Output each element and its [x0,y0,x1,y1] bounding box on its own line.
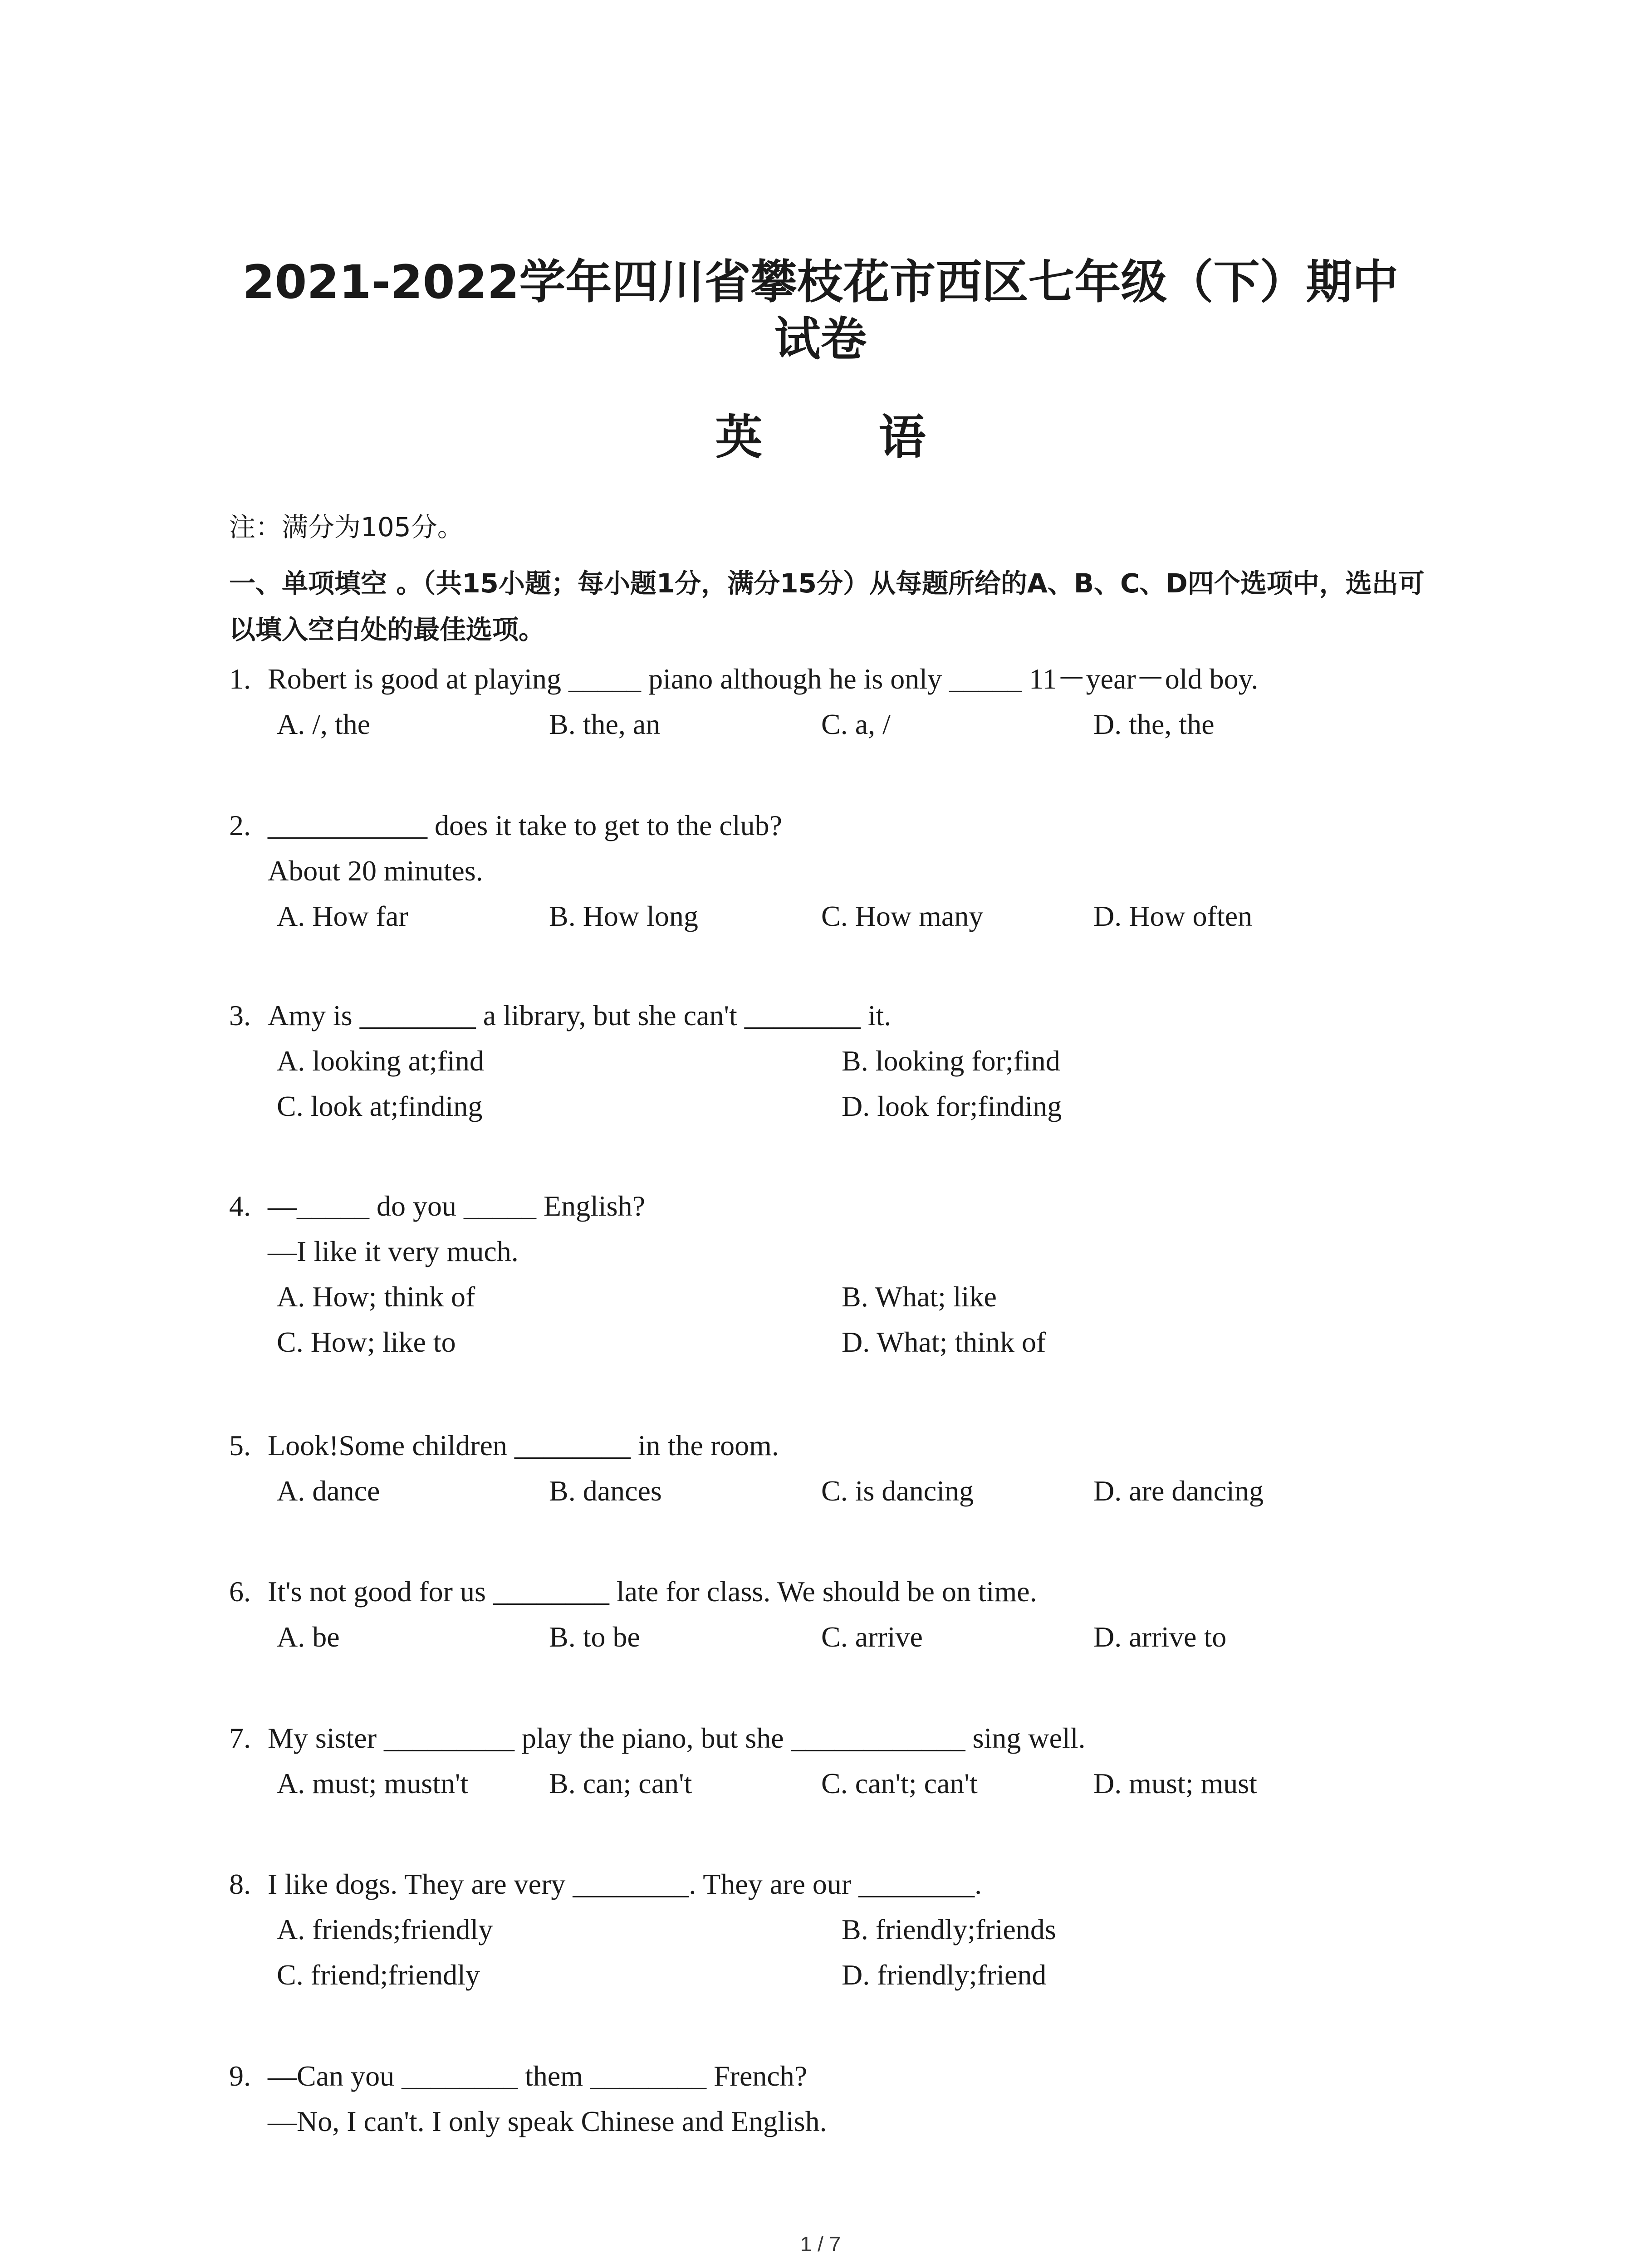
option-c[interactable]: C. a, / [821,708,891,740]
option-c[interactable]: C. How; like to [277,1326,456,1358]
question-stem: Amy is ________ a library, but she can't ________ it. [268,999,892,1031]
option-b[interactable]: B. dances [549,1475,662,1507]
option-a[interactable]: A. How; think of [277,1281,475,1313]
question-number: 2. [229,809,251,841]
question-stem: I like dogs. They are very ________. They are our ________. [268,1868,982,1900]
option-b[interactable]: B. What; like [842,1281,997,1313]
option-d[interactable]: D. friendly;friend [842,1959,1047,1991]
option-b[interactable]: B. looking for;find [842,1045,1060,1077]
option-d[interactable]: D. arrive to [1093,1621,1227,1653]
question-number: 1. [229,663,251,695]
question-stem: —Can you ________ them ________ French? [268,2060,808,2092]
question-number: 3. [229,999,251,1031]
option-b[interactable]: B. the, an [549,708,661,740]
question-answer-line: —I like it very much. [268,1235,519,1267]
option-a[interactable]: A. looking at;find [277,1045,484,1077]
title-line-1: 2021-2022学年四川省攀枝花市西区七年级（下）期中 [242,255,1399,309]
title-line-2: 试卷 [774,313,867,367]
option-b[interactable]: B. How long [549,900,698,932]
section-instructions: 一、单项填空 。（共15小题；每小题1分，满分15分）从每题所给的A、B、C、D四个选项中，选出可以填入空白处的最佳选项。 [229,568,1425,645]
question-stem: ___________ does it take to get to the club? [268,809,782,841]
option-b[interactable]: B. to be [549,1621,640,1653]
option-a[interactable]: A. dance [277,1475,380,1507]
option-a[interactable]: A. /, the [277,708,371,740]
question-answer-line: About 20 minutes. [268,855,483,887]
question-stem: Robert is good at playing _____ piano although he is only _____ 11－year－old boy. [268,663,1259,695]
question-number: 6. [229,1575,251,1608]
question-number: 5. [229,1429,251,1461]
question-answer-line: —No, I can't. I only speak Chinese and English. [268,2105,827,2137]
option-c[interactable]: C. How many [821,900,984,932]
option-b[interactable]: B. can; can't [549,1767,692,1799]
option-b[interactable]: B. friendly;friends [842,1913,1056,1945]
score-note: 注：满分为105分。 [229,512,464,543]
document-title [0,254,1641,368]
question-stem: It's not good for us ________ late for class. We should be on time. [268,1575,1037,1608]
option-a[interactable]: A. must; mustn't [277,1767,469,1799]
option-d[interactable]: D. the, the [1093,708,1215,740]
option-c[interactable]: C. friend;friendly [277,1959,480,1991]
option-c[interactable]: C. arrive [821,1621,923,1653]
question-number: 7. [229,1722,251,1754]
subject-heading: 英 语 [715,410,976,465]
option-a[interactable]: A. friends;friendly [277,1913,493,1945]
option-c[interactable]: C. is dancing [821,1475,974,1507]
option-c[interactable]: C. look at;finding [277,1090,483,1122]
question-number: 4. [229,1190,251,1222]
option-d[interactable]: D. What; think of [842,1326,1046,1358]
question-stem: Look!Some children ________ in the room. [268,1429,779,1461]
option-d[interactable]: D. are dancing [1093,1475,1264,1507]
option-d[interactable]: D. How often [1093,900,1253,932]
option-d[interactable]: D. look for;finding [842,1090,1062,1122]
question-stem: My sister _________ play the piano, but she ____________ sing well. [268,1722,1086,1754]
question-stem: —_____ do you _____ English? [268,1190,645,1222]
question-number: 9. [229,2060,251,2092]
page-number: 1 / 7 [800,2232,841,2256]
option-a[interactable]: A. be [277,1621,340,1653]
option-a[interactable]: A. How far [277,900,408,932]
question-number: 8. [229,1868,251,1900]
option-d[interactable]: D. must; must [1093,1767,1257,1799]
option-c[interactable]: C. can't; can't [821,1767,978,1799]
